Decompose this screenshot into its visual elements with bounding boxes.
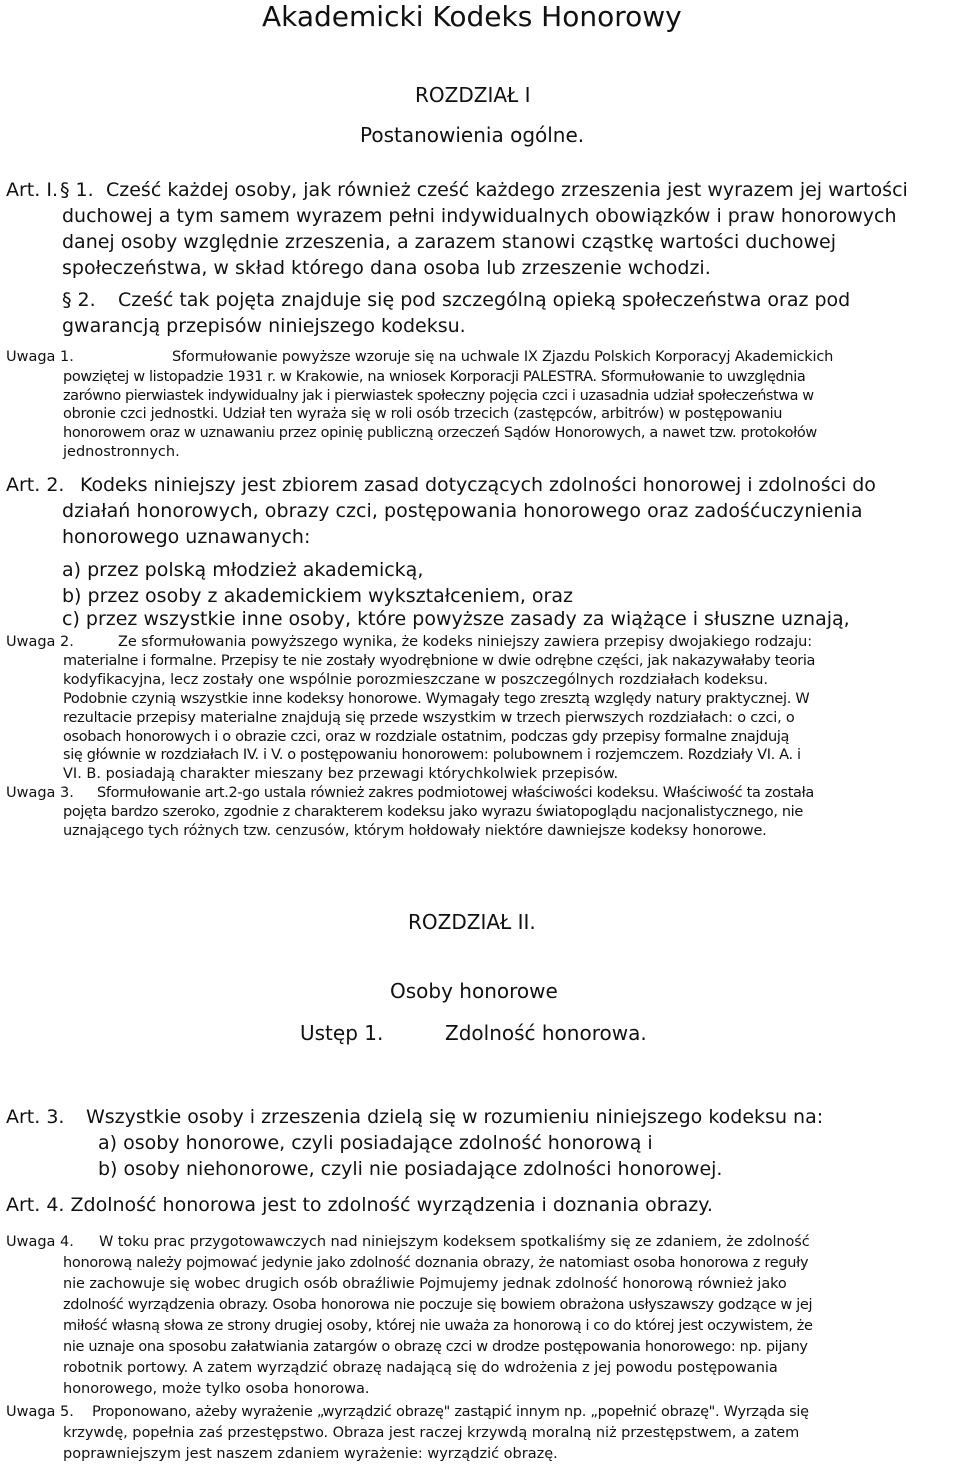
note-5-line: krzywdę, popełnia zaś przestępstwo. Obraza jest raczej krzywdą moralną niż przestępstwem, a zatem [63,1425,800,1441]
article-2-line: honorowego uznawanych: [62,526,311,548]
note-2-line: kodyfikacyjna, lecz zostały one wspólnie porozmieszczane w poszczególnych rozdziałach kodeksu. [63,672,768,688]
note-1-line: powziętej w listopadzie 1931 r. w Krakowie, na wniosek Korporacji PALESTRA. Sformułowanie to uwzględnia [63,369,806,385]
note-4-line: miłość własną słowa ze strony drugiej osoby, której nie uważa za honorową i co do której jest oczywistem, że [63,1318,813,1334]
article-3-label: Art. 3. [6,1106,65,1128]
article-1-paragraph-2-line: Cześć tak pojęta znajduje się pod szczególną opieką społeczeństwa oraz pod [118,289,851,311]
note-4-line: robotnik portowy. A zatem wyrządzić obrazę nadającą się do wdrożenia z jej powodu postępowania [63,1360,778,1376]
article-2-line: Kodeks niniejszy jest zbiorem zasad dotyczących zdolności honorowej i zdolności do [80,474,876,496]
note-2-line: się głównie w rozdziałach IV. i V. o postępowaniu honorowem: polubownem i rozjemczem. Rozdziały VI. A. i [63,747,801,763]
note-1-line: obronie czci jednostki. Udział ten wyraża się w roli osób trzecich (zastępców, arbitrów) w postępowaniu [63,406,783,422]
article-1-paragraph-2-line: gwarancją przepisów niniejszego kodeksu. [62,315,466,337]
note-5-line: poprawniejszym jest naszem zdaniem wyrażenie: wyrządzić obrazę. [63,1446,558,1462]
section-1-title: Zdolność honorowa. [445,1021,647,1045]
note-2-line: materialne i formalne. Przepisy te nie zostały wyodrębnione w dwie odrębne części, jak nakazywałaby teoria [63,653,816,669]
note-1-line: jednostronnych. [63,444,180,460]
document-title: Akademicki Kodeks Honorowy [262,0,682,33]
article-1-paragraph-1-line: duchowej a tym samem wyrazem pełni indywidualnych obowiązków i praw honorowych [62,205,897,227]
article-2-label: Art. 2. [6,474,65,496]
note-1-line: Sformułowanie powyższe wzoruje się na uchwale IX Zjazdu Polskich Korporacyj Akademickich [172,349,834,365]
article-4: Art. 4. Zdolność honorowa jest to zdolność wyrządzenia i doznania obrazy. [6,1194,713,1216]
article-2-line: działań honorowych, obrazy czci, postępowania honorowego oraz zadośćuczynienia [62,500,863,522]
article-1-label: Art. I. [6,179,58,201]
note-2-line: Podobnie czynią wszystkie inne kodeksy honorowe. Wymagały tego zresztą względy natury praktycznej. W [63,691,810,707]
note-1-line: honorowem oraz w uznawaniu przez opinię publiczną orzeczeń Sądów Honorowych, a nawet tzw. protokołów [63,425,817,441]
note-2-label: Uwaga 2. [6,634,74,650]
article-2-item-a: a) przez polską młodzież akademicką, [62,559,424,581]
article-1-paragraph-1-line: Cześć każdej osoby, jak również cześć każdego zrzeszenia jest wyrazem jej wartości [106,179,908,201]
note-2-line: rezultacie przepisy materialne znajdują się przede wszystkim w trzech pierwszych rozdziałach: o czci, o [63,710,795,726]
article-2-item-c: c) przez wszystkie inne osoby, które powyższe zasady za wiążące i słuszne uznają, [62,608,850,630]
chapter-2-subheading: Osoby honorowe [390,979,558,1003]
chapter-2-heading: ROZDZIAŁ II. [408,910,536,934]
note-3-label: Uwaga 3. [6,785,74,801]
note-4-line: honorowego, może tylko osoba honorowa. [63,1381,370,1397]
article-3-line: Wszystkie osoby i zrzeszenia dzielą się w rozumieniu niniejszego kodeksu na: [86,1106,824,1128]
article-2-item-b: b) przez osoby z akademickiem wykształceniem, oraz [62,585,573,607]
section-1-label: Ustęp 1. [300,1021,384,1045]
note-1-line: zarówno pierwiastek indywidualny jak i pierwiastek społeczny pojęcia czci i uzasadnia udział społeczeństwa w [63,388,814,404]
article-1-paragraph-1-number: § 1. [60,179,94,201]
article-3-item-a: a) osoby honorowe, czyli posiadające zdolność honorową i [98,1132,653,1154]
note-4-label: Uwaga 4. [6,1234,74,1250]
article-1-paragraph-2-number: § 2. [62,289,96,311]
note-3-line: pojęta bardzo szeroko, zgodnie z charakterem kodeksu jako wyrazu światopoglądu nacjonalistycznego, nie [63,804,803,820]
note-4-line: W toku prac przygotowawczych nad niniejszym kodeksem spotkaliśmy się ze zdaniem, że zdolność [99,1234,810,1250]
chapter-1-heading: ROZDZIAŁ I [415,83,531,107]
article-1-paragraph-1-line: danej osoby względnie zrzeszenia, a zarazem stanowi cząstkę wartości duchowej [62,231,837,253]
note-2-line: Ze sformułowania powyższego wynika, że kodeks niniejszy zawiera przepisy dwojakiego rodzaju: [118,634,813,650]
note-1-label: Uwaga 1. [6,349,74,365]
article-3-item-b: b) osoby niehonorowe, czyli nie posiadające zdolności honorowej. [98,1158,723,1180]
chapter-1-subheading: Postanowienia ogólne. [360,123,585,147]
note-4-line: honorową należy pojmować jedynie jako zdolność doznania obrazy, że natomiast osoba honorowa z reguły [63,1255,809,1271]
note-4-line: nie uznaje ona sposobu załatwiania zatargów o obrazę czci w drodze postępowania honorowego: np. pijany [63,1339,808,1355]
note-5-line: Proponowano, ażeby wyrażenie „wyrządzić obrazę" zastąpić innym np. „popełnić obrazę". Wyrząda się [92,1404,809,1420]
note-4-line: zdolność wyrządzenia obrazy. Osoba honorowa nie poczuje się bowiem obrażona usłyszawszy godzące w jej [63,1297,813,1313]
note-2-line: VI. B. posiadają charakter mieszany bez przewagi którychkolwiek przepisów. [63,766,619,782]
note-5-label: Uwaga 5. [6,1404,74,1420]
note-4-line: nie zachowuje się wobec drugich osób obraźliwie Pojmujemy jednak zdolność honorową również jako [63,1276,787,1292]
note-3-line: uznającego tych różnych tzw. cenzusów, którym hołdowały niektóre dawniejsze kodeksy honorowe. [63,823,767,839]
article-1-paragraph-1-line: społeczeństwa, w skład którego dana osoba lub zrzeszenie wchodzi. [62,257,711,279]
note-2-line: osobach honorowych i o obrazie czci, oraz w rozdziale ostatnim, podczas gdy przepisy formalne znajdują [63,729,790,745]
note-3-line: Sformułowanie art.2-go ustala również zakres podmiotowej właściwości kodeksu. Właściwość ta została [97,785,814,801]
